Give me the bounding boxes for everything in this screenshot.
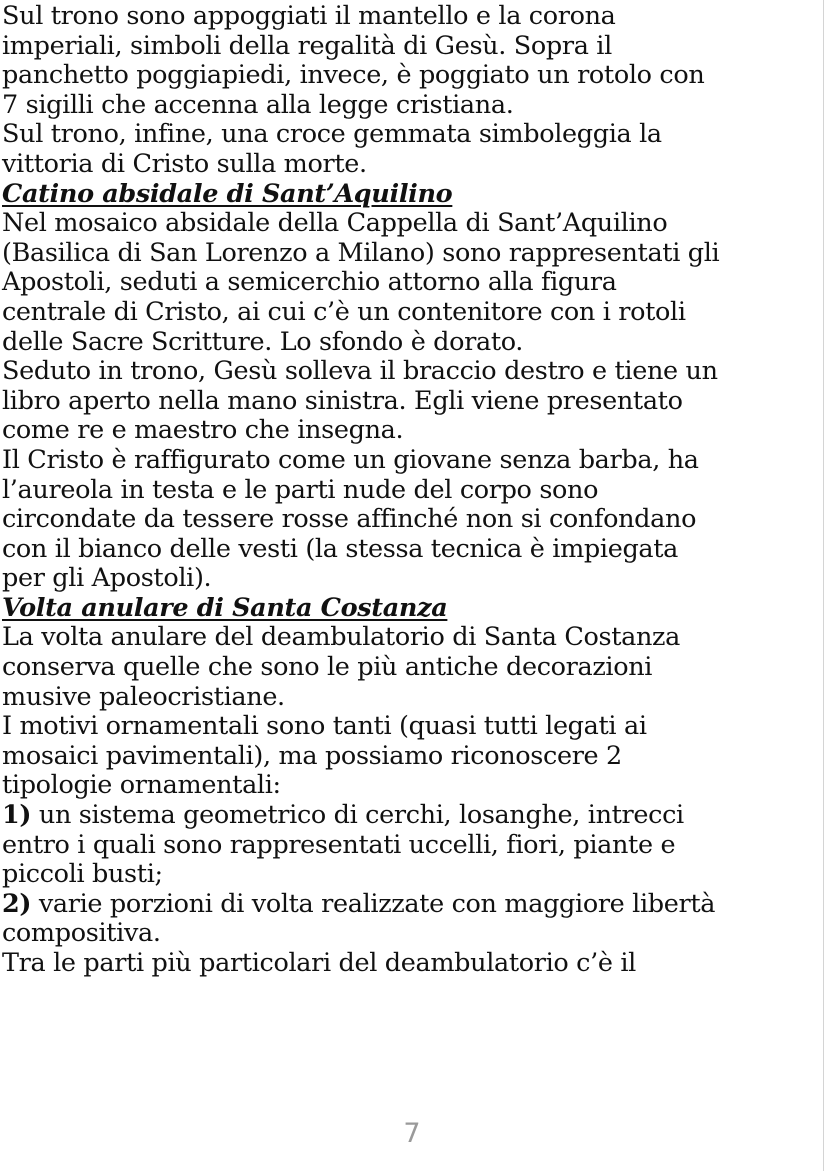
list-item-text: un sistema geometrico di cerchi, losanghe, intrecci <box>31 800 684 831</box>
list-item-2 <box>2 890 826 920</box>
list-number: 2) <box>2 888 32 919</box>
section-heading-santa-costanza: Volta anulare di Santa Costanza <box>2 592 448 623</box>
text-line: panchetto poggiapiedi, invece, è poggiato un rotolo con <box>2 60 705 91</box>
list-item-1 <box>2 801 826 831</box>
text-line: La volta anulare del deambulatorio di Santa Costanza <box>2 622 680 653</box>
text-line: libro aperto nella mano sinistra. Egli viene presentato <box>2 385 683 416</box>
list-number: 1) <box>2 800 32 831</box>
text-line: mosaici pavimentali), ma possiamo riconoscere 2 <box>2 740 622 771</box>
text-line: Il Cristo è raffigurato come un giovane senza barba, ha <box>2 444 699 475</box>
page-body-text <box>2 2 826 979</box>
text-line: tipologie ornamentali: <box>2 770 281 801</box>
text-line: l’aureola in testa e le parti nude del corpo sono <box>2 474 599 505</box>
text-line: conserva quelle che sono le più antiche decorazioni <box>2 652 653 683</box>
section-heading-sant-aquilino: Catino absidale di Sant’Aquilino <box>2 178 453 209</box>
text-line: delle Sacre Scritture. Lo sfondo è dorato. <box>2 326 524 357</box>
text-line: piccoli busti; <box>2 859 163 890</box>
text-line: Sul trono sono appoggiati il mantello e la corona <box>2 1 616 31</box>
text-line: centrale di Cristo, ai cui c’è un contenitore con i rotoli <box>2 296 686 327</box>
text-line: compositiva. <box>2 918 161 949</box>
text-line: Nel mosaico absidale della Cappella di Sant’Aquilino <box>2 208 668 239</box>
text-line: I motivi ornamentali sono tanti (quasi tutti legati ai <box>2 711 647 742</box>
text-line: Sul trono, infine, una croce gemmata simboleggia la <box>2 119 662 150</box>
text-line: circondate da tessere rosse affinché non si confondano <box>2 504 697 535</box>
page-number: 7 <box>403 1118 421 1149</box>
text-line: entro i quali sono rappresentati uccelli, fiori, piante e <box>2 829 676 860</box>
list-item-text: varie porzioni di volta realizzate con maggiore libertà <box>31 888 716 919</box>
text-line: vittoria di Cristo sulla morte. <box>2 148 367 179</box>
text-line: imperiali, simboli della regalità di Gesù. Sopra il <box>2 30 612 61</box>
text-line: come re e maestro che insegna. <box>2 415 404 446</box>
text-line: Tra le parti più particolari del deambulatorio c’è il <box>2 948 636 978</box>
text-line: con il bianco delle vesti (la stessa tecnica è impiegata <box>2 533 679 564</box>
text-line: per gli Apostoli). <box>2 563 212 594</box>
text-line: Apostoli, seduti a semicerchio attorno alla figura <box>2 267 617 298</box>
text-line: Seduto in trono, Gesù solleva il braccio destro e tiene un <box>2 356 718 387</box>
text-line: (Basilica di San Lorenzo a Milano) sono rappresentati gli <box>2 237 720 268</box>
text-line: musive paleocristiane. <box>2 681 285 712</box>
text-line: 7 sigilli che accenna alla legge cristiana. <box>2 89 514 120</box>
